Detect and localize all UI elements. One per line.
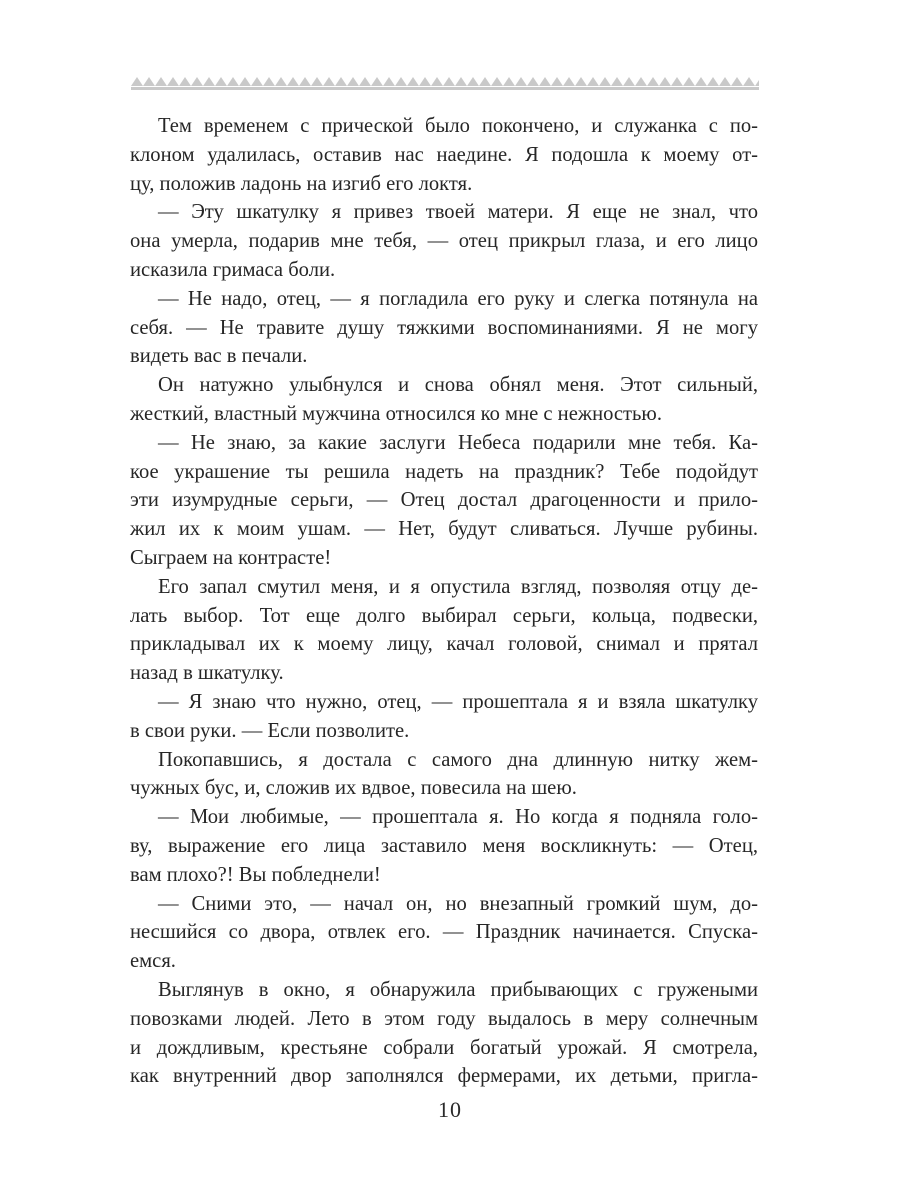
text-line: Он натужно улыбнулся и снова обнял меня. Этот сильный,	[158, 374, 758, 397]
text-line: себя. — Не травите душу тяжкими воспоминаниями. Я не могу	[130, 316, 758, 339]
text-line: кое украшение ты решила надеть на праздник? Тебе подойдут	[130, 460, 758, 483]
text-line: ву, выражение его лица заставило меня воскликнуть: — Отец,	[130, 834, 758, 857]
text-line: — Не знаю, за какие заслуги Небеса подарили мне тебя. Ка-	[158, 431, 758, 454]
text-line: прикладывал их к моему лицу, качал головой, снимал и прятал	[130, 633, 758, 656]
text-line: Сыграем на контрасте!	[130, 546, 332, 569]
text-line: видеть вас в печали.	[130, 345, 308, 368]
page-number: 10	[438, 1097, 462, 1122]
text-line: лать выбор. Тот еще долго выбирал серьги, кольца, подвески,	[130, 604, 758, 627]
body-text	[130, 112, 758, 1091]
text-line: Его запал смутил меня, и я опустила взгляд, позволяя отцу де-	[158, 575, 758, 598]
text-line: жил их к моим ушам. — Нет, будут сливаться. Лучше рубины.	[130, 518, 758, 541]
text-line: назад в шкатулку.	[130, 662, 284, 685]
text-line: Тем временем с прической было покончено, и служанка с по-	[158, 115, 758, 137]
text-line: жесткий, властный мужчина относился ко мне с нежностью.	[130, 402, 662, 425]
text-line: цу, положив ладонь на изгиб его локтя.	[130, 172, 473, 195]
text-line: она умерла, подарив мне тебя, — отец прикрыл глаза, и его лицо	[130, 230, 758, 253]
text-line: — Мои любимые, — прошептала я. Но когда я подняла голо-	[158, 806, 758, 829]
text-line: емся.	[130, 950, 176, 973]
text-line: чужных бус, и, сложив их вдвое, повесила на шею.	[130, 777, 577, 800]
text-line: клоном удалилась, оставив нас наедине. Я подошла к моему от-	[130, 143, 758, 166]
zigzag-ornament-svg	[131, 72, 759, 90]
text-line: несшийся со двора, отвлек его. — Праздник начинается. Спуска-	[130, 921, 758, 944]
text-line: и дождливым, крестьяне собрали богатый урожай. Я смотрела,	[130, 1036, 758, 1059]
text-line: — Сними это, — начал он, но внезапный громкий шум, до-	[158, 892, 758, 915]
text-line: эти изумрудные серьги, — Отец достал драгоценности и прило-	[130, 489, 758, 512]
text-line: — Не надо, отец, — я погладила его руку и слегка потянула на	[158, 287, 758, 310]
text-line: Покопавшись, я достала с самого дна длинную нитку жем-	[158, 748, 758, 771]
ornament-teeth	[131, 77, 759, 90]
text-line: вам плохо?! Вы побледнели!	[130, 863, 381, 886]
text-line: — Эту шкатулку я привез твоей матери. Я еще не знал, что	[158, 201, 758, 224]
text-line: исказила гримаса боли.	[130, 258, 336, 281]
text-line: повозками людей. Лето в этом году выдалось в меру солнечным	[130, 1007, 758, 1030]
text-line: Выглянув в окно, я обнаружила прибывающих с гружеными	[158, 978, 758, 1001]
text-line: как внутренний двор заполнялся фермерами, их детьми, пригла-	[130, 1065, 758, 1088]
text-line: — Я знаю что нужно, отец, — прошептала я и взяла шкатулку	[158, 690, 758, 713]
text-line: в свои руки. — Если позволите.	[130, 719, 410, 742]
zigzag-ornament-icon	[131, 72, 759, 90]
